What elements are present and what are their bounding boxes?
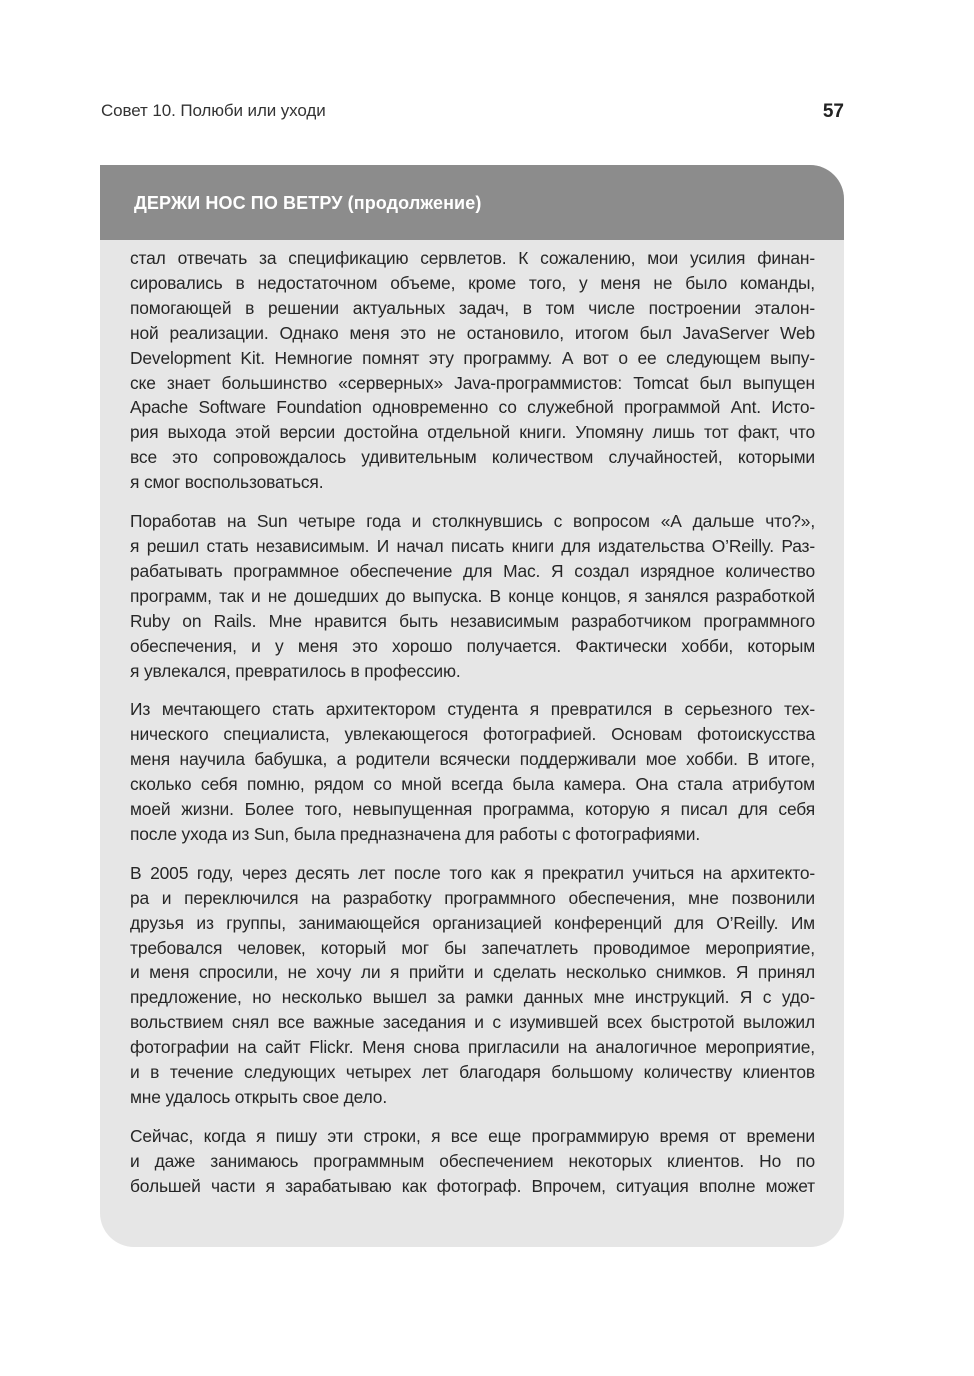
- text-line: Сейчас, когда я пишу эти строки, я все еще программирую время от времени: [130, 1125, 815, 1146]
- text-line: сколько себя помню, рядом со мной всегда была камера. Она стала атрибутом: [130, 774, 815, 795]
- text-line: и меня спросили, не хочу ли я прийти и сделать несколько снимков. Я принял: [130, 962, 815, 983]
- text-line: ске знает большинство «серверных» Java-программистов: Tomcat был выпущен: [130, 372, 815, 393]
- sidebar-box: [100, 165, 844, 1247]
- text-line: меня научила бабушка, а родители всячески поддерживали мое хобби. В итоге,: [130, 749, 815, 770]
- text-line: я решил стать независимым. И начал писать книги для издательства O’Reilly. Раз-: [130, 535, 815, 556]
- sidebar-title: [134, 193, 481, 214]
- text-line: Поработав на Sun четыре года и столкнувшись с вопросом «А дальше что?»,: [130, 511, 815, 532]
- text-line: после ухода из Sun, была предназначена для работы с фотографиями.: [130, 823, 700, 844]
- text-line: фотографии на сайт Flickr. Меня снова пригласили на аналогичное мероприятие,: [130, 1037, 815, 1058]
- text-line: я смог воспользоваться.: [130, 472, 324, 493]
- text-line: я увлекался, превратилось в профессию.: [130, 660, 461, 681]
- paragraph-1: [130, 246, 815, 495]
- text-line: рабатывать программное обеспечение для Mac. Я создал изрядное количество: [130, 560, 815, 581]
- text-line: вольствием снял все важные заседания и с изумившей всех быстротой выложил: [130, 1012, 815, 1033]
- page-number: 57: [822, 101, 844, 122]
- text-line: предложение, но несколько вышел за рамки данных мне инструкций. Я с удо-: [130, 987, 815, 1008]
- text-line: большей части я зарабатываю как фотограф. Впрочем, ситуация вполне может: [130, 1175, 815, 1196]
- sidebar-body: [100, 240, 844, 1199]
- text-line: мне удалось открыть свое дело.: [130, 1087, 387, 1107]
- sidebar-title-main: ДЕРЖИ НОС ПО ВЕТРУ: [134, 193, 343, 213]
- text-line: Apache Software Foundation одновременно со служебной программой Ant. Исто-: [130, 397, 815, 418]
- sidebar-title-suffix: (продолжение): [347, 193, 482, 213]
- text-line: Из мечтающего стать архитектором студента я превратился в серьезного тех-: [130, 699, 815, 720]
- text-line: сировались в недостаточном объеме, кроме того, у меня не было команды,: [130, 272, 815, 293]
- text-line: В 2005 году, через десять лет после того как я прекратил учиться на архитекто-: [130, 862, 815, 883]
- text-line: помогающей в решении актуальных задач, в том числе построении эталон-: [130, 297, 815, 318]
- text-line: и в течение следующих четырех лет благодаря большому количеству клиентов: [130, 1062, 815, 1083]
- text-line: стал отвечать за спецификацию сервлетов. К сожалению, мои усилия финан-: [130, 248, 815, 268]
- paragraph-4: [130, 861, 815, 1110]
- text-line: Development Kit. Немногие помнят эту программу. А вот о ее следующем выпу-: [130, 347, 815, 368]
- sidebar-header: [100, 165, 844, 240]
- text-line: и даже занимаюсь программным обеспечением некоторых клиентов. Но по: [130, 1150, 815, 1171]
- text-line: Ruby on Rails. Мне нравится быть независимым разработчиком программного: [130, 610, 815, 631]
- text-line: все это сопровождалось удивительным количеством случайностей, которыми: [130, 447, 815, 468]
- paragraph-5: [130, 1124, 815, 1199]
- text-line: моей жизни. Более того, невыпущенная программа, которую я писал для себя: [130, 799, 815, 820]
- text-line: ной реализации. Однако меня это не остановило, итогом был JavaServer Web: [130, 322, 815, 343]
- text-line: обеспечения, и у меня это хорошо получается. Фактически хобби, которым: [130, 635, 815, 656]
- paragraph-3: [130, 697, 815, 846]
- text-line: ра и переключился на разработку программного обеспечения, мне позвонили: [130, 887, 815, 908]
- text-line: требовался человек, который мог бы запечатлеть проводимое мероприятие,: [130, 937, 815, 958]
- text-line: программ, так и не дошедших до выпуска. В конце концов, я занялся разработкой: [130, 585, 815, 606]
- text-line: нического специалиста, увлекающегося фотографией. Основам фотоискусства: [130, 724, 815, 745]
- text-line: рия выхода этой версии достойна отдельной книги. Упомяну лишь тот факт, что: [130, 422, 815, 443]
- running-head-title: Совет 10. Полюби или уходи: [101, 101, 326, 120]
- text-line: друзья из группы, занимающейся организацией конференций для O’Reilly. Им: [130, 912, 815, 933]
- paragraph-2: [130, 509, 815, 683]
